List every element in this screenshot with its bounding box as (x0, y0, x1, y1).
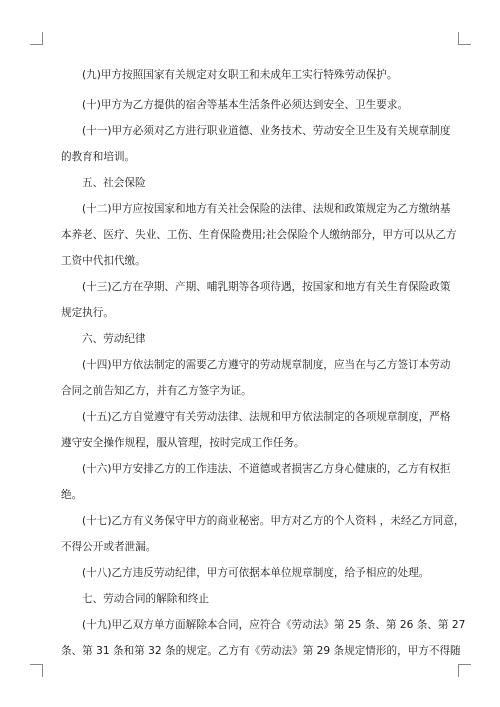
clause-17-line-2: 不得公开或者泄漏。 (61, 541, 157, 553)
crop-mark-bottom-right (458, 664, 471, 677)
clause-12-line-2: 本养老、医疗、失业、工伤、生育保险费用;社会保险个人缴纳部分，甲方可以从乙方 (61, 229, 457, 241)
clause-16-line-1: (十六)甲方安排乙方的工作违法、不道德或者损害乙方身心健康的，乙方有权拒 (82, 463, 451, 475)
clause-15-line-2: 遵守安全操作规程，服从管理，按时完成工作任务。 (61, 437, 305, 449)
clause-12-line-3: 工资中代扣代缴。 (61, 255, 146, 267)
clause-10-text: (十)甲方为乙方提供的宿舍等基本生活条件必须达到安全、卫生要求。 (82, 99, 409, 111)
clause-13-line-2: 规定执行。 (61, 307, 114, 319)
crop-mark-bottom-left (30, 664, 43, 677)
clause-11-line-2: 的教育和培训。 (61, 151, 136, 163)
section-6-heading: 六、劳动纪律 (82, 333, 146, 345)
clause-18-text: (十八)乙方违反劳动纪律，甲方可依据本单位规章制度，给予相应的处理。 (82, 567, 430, 579)
clause-14-line-1: (十四)甲方依法制定的需要乙方遵守的劳动规章制度，应当在与乙方签订本劳动 (82, 359, 451, 371)
crop-mark-top-right (458, 32, 471, 45)
section-7-heading: 七、劳动合同的解除和终止 (82, 593, 210, 605)
crop-mark-top-left (30, 32, 43, 45)
clause-15-line-1: (十五)乙方自觉遵守有关劳动法律、法规和甲方依法制定的各项规章制度，严格 (82, 411, 451, 423)
clause-14-line-2: 合同之前告知乙方，并有乙方签字为证。 (61, 385, 252, 397)
clause-9-text: (九)甲方按照国家有关规定对女职工和未成年工实行特殊劳动保护。 (82, 69, 398, 81)
section-5-heading: 五、社会保险 (82, 177, 146, 189)
clause-16-line-2: 绝。 (61, 489, 83, 501)
clause-17-line-1: (十七)乙方有义务保守甲方的商业秘密。甲方对乙方的个人资料 ，未经乙方同意， (82, 515, 465, 527)
clause-11-line-1: (十一)甲方必须对乙方进行职业道德、业务技术、劳动安全卫生及有关规章制度 (82, 125, 451, 137)
clause-19-line-1: (十九)甲乙双方单方面解除本合同，应符合《劳动法》第 25 条、第 26 条、第 27 (82, 619, 466, 631)
clause-12-line-1: (十二)甲方应按国家和地方有关社会保险的法律、法规和政策规定为乙方缴纳基 (82, 203, 451, 215)
clause-13-line-1: (十三)乙方在孕期、产期、哺乳期等各项待遇，按国家和地方有关生育保险政策 (82, 281, 451, 293)
clause-19-line-2: 条、第 31 条和第 32 条的规定。乙方有《劳动法》第 29 条规定情形的，甲方不得随 (61, 645, 461, 657)
